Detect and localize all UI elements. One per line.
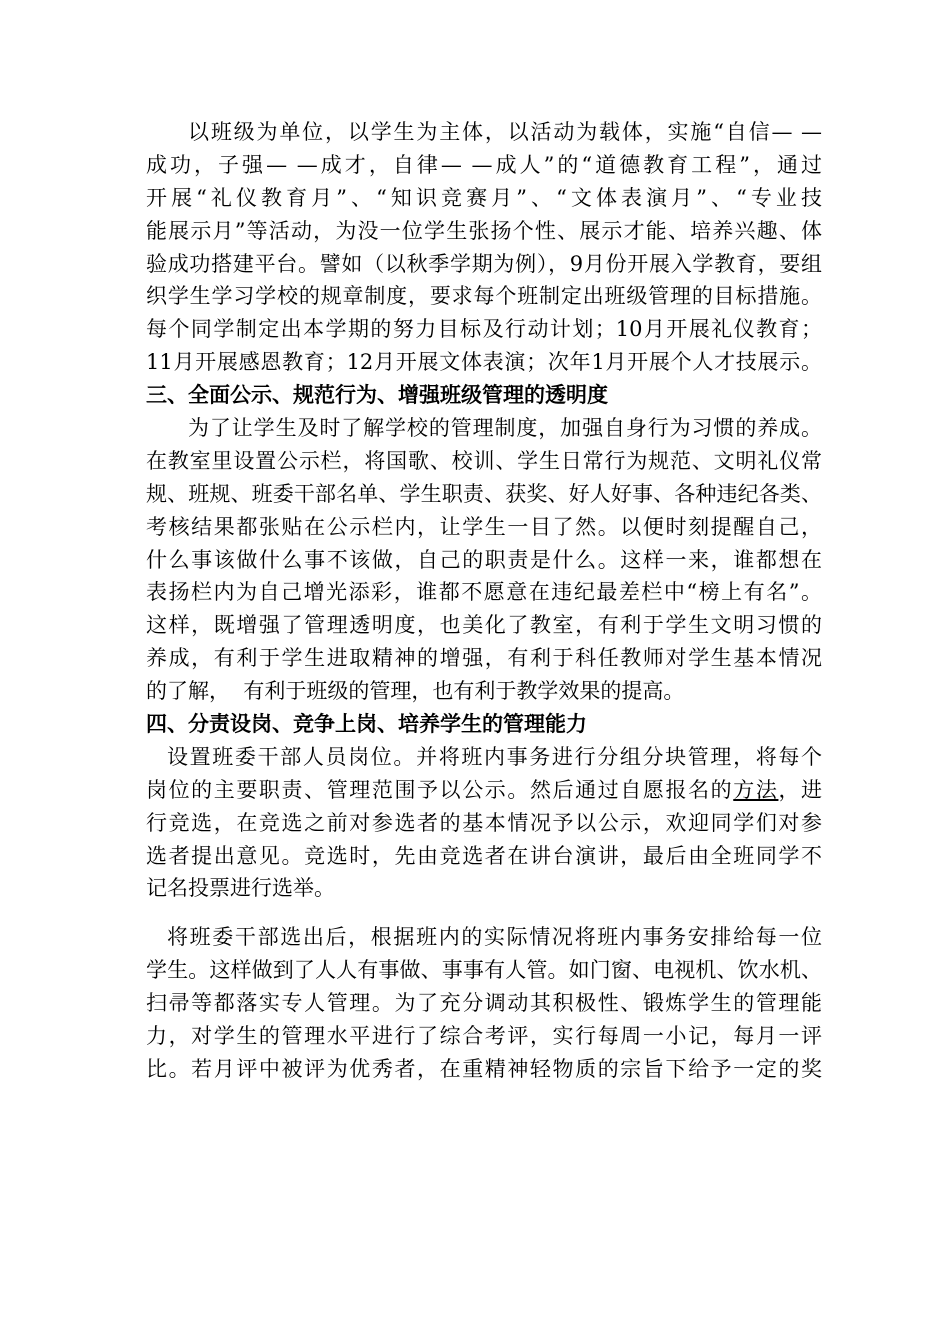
text-line: 比。若月评中被评为优秀者，在重精神轻物质的宗旨下给予一定的奖 <box>146 1056 822 1081</box>
text-line: 的了解， 有利于班级的管理，也有利于教学效果的提高。 <box>146 679 685 704</box>
text-line: 考核结果都张贴在公示栏内，让学生一目了然。以便时刻提醒自己， <box>146 514 822 539</box>
paragraph-spacing <box>146 905 822 921</box>
text-line: 力，对学生的管理水平进行了综合考评，实行每周一小记，每月一评 <box>146 1024 822 1049</box>
text-line: 扫帚等都落实专人管理。为了充分调动其积极性、锻炼学生的管理能 <box>146 991 822 1016</box>
text-line: 验成功搭建平台。譬如（以秋季学期为例），9月份开展入学教育，要组 <box>146 251 822 276</box>
section-heading-3: 三、全面公示、规范行为、增强班级管理的透明度 <box>146 382 608 408</box>
text-line: 11月开展感恩教育；12月开展文体表演；次年1月开展个人才技展示。 <box>146 350 822 375</box>
paragraph-public-notice <box>146 412 822 708</box>
text-line: 以班级为单位，以学生为主体，以活动为载体，实施“自信— — <box>188 120 822 144</box>
paragraph-duties <box>146 921 822 1085</box>
text-line: 选者提出意见。竞选时，先由竞选者在讲台演讲，最后由全班同学不 <box>146 843 822 868</box>
text-line: 织学生学习学校的规章制度，要求每个班制定出班级管理的目标措施。 <box>146 284 822 309</box>
text-line: 什么事该做什么事不该做，自己的职责是什么。这样一来，谁都想在 <box>146 547 822 572</box>
text-line: 成功，子强— —成才，自律— —成人”的“道德教育工程”，通过 <box>146 152 822 177</box>
text-line: 开展“礼仪教育月”、“知识竞赛月”、“文体表演月”、“专业技 <box>146 185 822 210</box>
text-segment: 岗位的主要职责、管理范围予以公示。然后通过自愿报名的 <box>146 777 734 802</box>
text-line: 在教室里设置公示栏，将国歌、校训、学生日常行为规范、文明礼仪常 <box>146 448 822 473</box>
section-heading-4: 四、分责设岗、竞争上岗、培养学生的管理能力 <box>146 711 587 737</box>
text-line: 学生。这样做到了人人有事做、事事有人管。如门窗、电视机、饮水机、 <box>146 958 822 983</box>
text-line: 记名投票进行选举。 <box>146 876 335 901</box>
text-line: 为了让学生及时了解学校的管理制度，加强自身行为习惯的养成。 <box>188 416 822 441</box>
text-line: 这样，既增强了管理透明度，也美化了教室，有利于学生文明习惯的 <box>146 613 822 638</box>
text-line: 规、班规、班委干部名单、学生职责、获奖、好人好事、各种违纪各类、 <box>146 481 822 506</box>
document-page <box>146 116 822 1086</box>
text-line: 能展示月”等活动，为没一位学生张扬个性、展示才能、培养兴趣、体 <box>146 218 822 243</box>
text-line <box>146 774 822 807</box>
text-line: 每个同学制定出本学期的努力目标及行动计划；10月开展礼仪教育； <box>146 317 822 342</box>
paragraph-election <box>146 741 822 905</box>
text-line: 将班委干部选出后，根据班内的实际情况将班内事务安排给每一位 <box>167 925 822 950</box>
text-line: 养成，有利于学生进取精神的增强，有利于科任教师对学生基本情况 <box>146 646 822 671</box>
underlined-link[interactable]: 方法 <box>733 777 779 802</box>
paragraph-activities <box>146 116 822 379</box>
text-line: 设置班委干部人员岗位。并将班内事务进行分组分块管理，将每个 <box>167 744 822 769</box>
text-line: 行竞选，在竞选之前对参选者的基本情况予以公示，欢迎同学们对参 <box>146 810 822 835</box>
text-segment: ，进 <box>778 777 823 802</box>
text-line: 表扬栏内为自己增光添彩，谁都不愿意在违纪最差栏中“榜上有名”。 <box>146 580 822 605</box>
